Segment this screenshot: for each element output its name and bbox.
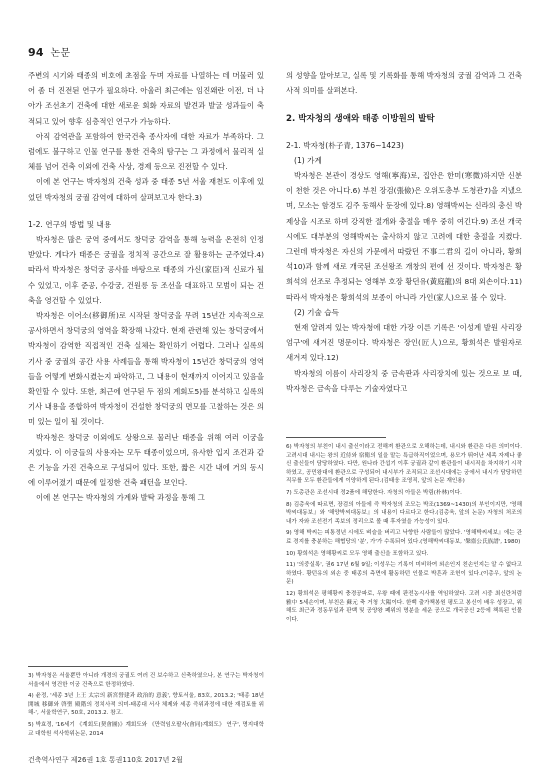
footnote: 8) 김총욱에 따르면, 장검의 아들에 즉 박자청의 조모는 박조(1369~1430)의 부인이지만, '영해박씨대동보』와 '해양박씨대동보』의 내용이 다르다고 한다.(김총욱, 앞의 논문) 자청의 처조의 내가 자와 조선전기 족보의 정리으로 볼 때 후자였을 가능성이 있다. xyxy=(286,501,522,525)
right-footnotes xyxy=(286,431,522,627)
left-column xyxy=(28,68,264,506)
footnote: 4) 윤정, '세종 3년 上王 太宗의 新宮營建과 政治的 意義', 향토서울, 83호, 2013.2; '태종 18년 開城 移御와 啓聖 殿階의 정치사적 의미-태종대 서사 체제와 세종 즉위과정에 대한 재검토를 위해-', 서울학연구, 50호, 2013.2. 참고. xyxy=(28,693,264,717)
page-header xyxy=(28,44,70,59)
body-paragraph: 의 성향을 알아보고, 실록 및 기록화를 통해 박자청의 궁궐 감역과 그 건축사적 의미를 살펴본다. xyxy=(286,71,522,96)
body-paragraph: 박자청은 본관이 경상도 영해(寧海)로, 집안은 한미(寒微)하지만 신분이 천한 것은 아니다.6) 부친 장검(張儉)은 오위도총부 도청관7)을 지냈으며, 모소는 함경도 김주 동해사 둔장에 있다.8) 영해박씨는 신라의 충신 박제상을 시조로 하며 강직한 절개와 충절을 매우 중히 여긴다.9) 조선 개국 시에도 대부분의 영해박씨는 출사하지 않고 고려에 대한 충절을 지켰다. 그런데 박자청은 자신의 가문에서 따랐던 不事二君의 길이 아니라, 황희석10)과 함께 새로 개국된 조선왕조 개창의 편에 선 것이다. 박자청은 황희석의 선조로 추정되는 영해부 호장 황던유(黃庭龍)의 8대 외손이다.11) 따라서 박자청은 황희석의 보종이 아니라 가인(家人)으로 볼 수 있다. xyxy=(286,171,522,302)
footnote: 6) 박자청의 부친이 내시 출신이라고 전해져 환관으로 오해하는데, 내시와 환관은 다른 의미이다. 고려시대 내시는 왕의 近侍와 宿衛의 일을 맡는 특급하직이었으며, 용모가 뛰어난 세족 자제나 좋신 출신들이 담당하였다. 다만, 원나라 간섭기 이후 궁궐과 같이 환관들이 내시직을 차지하기 시작하였고, 공민왕대에 환관으로 구성되어 내시부가 조직되고 조선시대에는 궁에서 내시가 담당하던 직무를 모두 환관들에게 이양하게 된다.(김태웅 조영직, 앞의 논문 재인용) xyxy=(286,444,522,485)
footnote: 11) '의중실록', 권6 17년 6월 9일; 이성우는 기록이 미비하여 외손인지 친손인지는 알 수 없다고 하였다. 황던유의 외손 중 태종의 측면에 활동하던 인물로 박흔과 조헌이 있다.(이총우, 앞의 논문) xyxy=(286,562,522,586)
body-paragraph: 현재 알려져 있는 박자청에 대한 가장 이른 기록은 '이성계 발원 사리장엄구'에 새겨진 명문이다. 박자청은 장인(匠人)으로, 황희석은 발원자로 새겨져 있다.12) xyxy=(286,323,522,363)
footnote: 9) 영해 박씨는 피통정년 시에도 벼슬을 버리고 낙향한 사람들이 많았다. '영해박씨세보』에는 관료 경지를 충분하는 해협당의 '분', 가'가 수록되어 있다.(영해박씨대동보, '槃齋公氏族譜', 1980) xyxy=(286,530,522,545)
body-paragraph: 박자청은 이어소(移御所)로 시작된 창덕궁을 무려 15년간 지속적으로 공사하면서 창덕궁의 영역을 확장해 나갔다. 현재 관련해 있는 창덕궁에서 박자청이 감역한 직접적인 건축 실체는 확인하기 어렵다. 그러나 실록의 기사 중 궁궐의 공간 사용 사례들을 통해 박자청이 15년간 창덕궁의 영역들을 어떻게 변화시켰는지 파악하고, 그 내용이 현재까지 이어지고 있음을 확인할 수 있다. 또한, 최근에 연구된 두 점의 계회도5)를 분석하고 실록의 기사 내용을 종합하여 박자청이 건설한 창덕궁의 면모를 고찰하는 것은 의미 있는 일이 될 것이다. xyxy=(28,311,264,427)
body-paragraph: 이에 본 연구는 박자청의 건축 성과 중 태종 5년 서울 재천도 이후에 있었던 박자청의 궁궐 감역에 대하여 살펴보고자 한다.3) xyxy=(28,177,264,202)
footnote-divider xyxy=(28,666,128,667)
sub-subsection-heading: (2) 기술 습득 xyxy=(294,307,339,317)
body-paragraph: 주변의 시기와 태종의 비호에 초점을 두며 자료를 나열하는 데 머물러 있어 좀 더 진전된 연구가 필요하다. 아울러 최근에는 임진왜란 이전, 더 나아가 조선초기 건축에 대한 새로운 회화 자료의 발견과 발굴 성과들이 축적되고 있어 향후 심층적인 연구가 가능하다. xyxy=(28,71,264,126)
section-heading: 2. 박자청의 생애와 태종 이방원의 발탁 xyxy=(286,114,435,125)
footnote: 3) 박자청은 서울뿐만 아니라 개경의 궁궐도 여러 건 보수하고 신축하였으나, 본 연구는 박자청이 서울에서 영건한 이궁 건축으로 한정하였다. xyxy=(28,673,264,688)
footnote: 12) 황희석은 평해황씨 충경공파로, 우왕 때에 판전농시사를 역임하였다. 고려 시중 최신란처럼 雅中 5세손이며, 부친은 蘇元 축 거청 大陽이다. 한백 출가책봉원 평도고 봉신이 배우 성장고, 위해도 최근과 정동무일과 판백 및 공양왕 폐위의 명분을 세운 공으로 개국공신 2등에 책록된 인물이다. xyxy=(286,590,522,623)
footnote: 5) 박효정, '16세기 《계회도(契會圖)》계회도와 《만력임오팔사(會同)계회도》 연구', 명지대학교 대학원 석사학위논문, 2014 xyxy=(28,721,264,737)
page-number: 94 xyxy=(28,46,44,59)
subsection-heading: 2-1. 박자청(朴子青, 1376~1423) xyxy=(286,140,404,150)
right-column xyxy=(286,68,522,396)
sub-subsection-heading: (1) 가계 xyxy=(294,155,322,165)
body-paragraph: 박자청은 많은 궁역 중에서도 창덕궁 감역을 통해 능력을 온전히 인정받았다. 게다가 태종은 궁궐을 정치적 공간으로 잘 활용하는 군주였다.4) 따라서 박자청은 창덕궁 공사를 바탕으로 태종의 가신(家臣)적 신료가 될 수 있었고, 이후 준공, 수강궁, 건원릉 등 조선을 대표하고 모범이 되는 건축을 영건할 수 있었다. xyxy=(28,235,264,305)
footnote: 10) 황희석은 영해황씨로 모두 영해 출신을 포함하고 있다. xyxy=(286,550,429,557)
body-paragraph: 아직 감역관을 포함하여 한국건축 종사자에 대한 자료가 부족하다. 그럼에도 불구하고 인물 연구를 통한 건축의 탐구는 그 과정에서 물리적 실체를 넘어 건축 이외에 건축 사상, 경제 등으로 진전할 수 있다. xyxy=(28,131,264,172)
footnote: 7) 도총관은 조선시대 정2품에 해당한다. 자청의 아들은 박림(朴林)이다. xyxy=(286,489,462,496)
section-label: 논문 xyxy=(50,48,71,59)
footnote-divider xyxy=(286,437,386,438)
body-paragraph: 박자청의 이름이 사리장치 중 금속판과 사리장치에 있는 것으로 보 때, 박자청은 금속을 다루는 기술자였다고 xyxy=(286,368,522,393)
journal-footer: 건축역사연구 제26권 1호 통권110호 2017년 2월 xyxy=(28,756,183,764)
section-heading: 1-2. 연구의 방법 및 내용 xyxy=(28,219,112,229)
left-footnotes xyxy=(28,660,264,741)
body-paragraph: 박자청은 창덕궁 이외에도 상왕으로 물러난 태종을 위해 여러 이궁을 지었다. 이 이궁들의 사용자는 모두 태종이었으며, 유사한 입지 조건과 같은 기능을 가진 건축으로 구성되어 있다. 또한, 짧은 시간 내에 거의 동시에 이루어졌기 때문에 일정한 건축 패턴을 보인다. xyxy=(28,432,264,488)
body-paragraph: 이에 본 연구는 박자청의 가계와 발탁 과정을 통해 그 xyxy=(36,493,205,503)
